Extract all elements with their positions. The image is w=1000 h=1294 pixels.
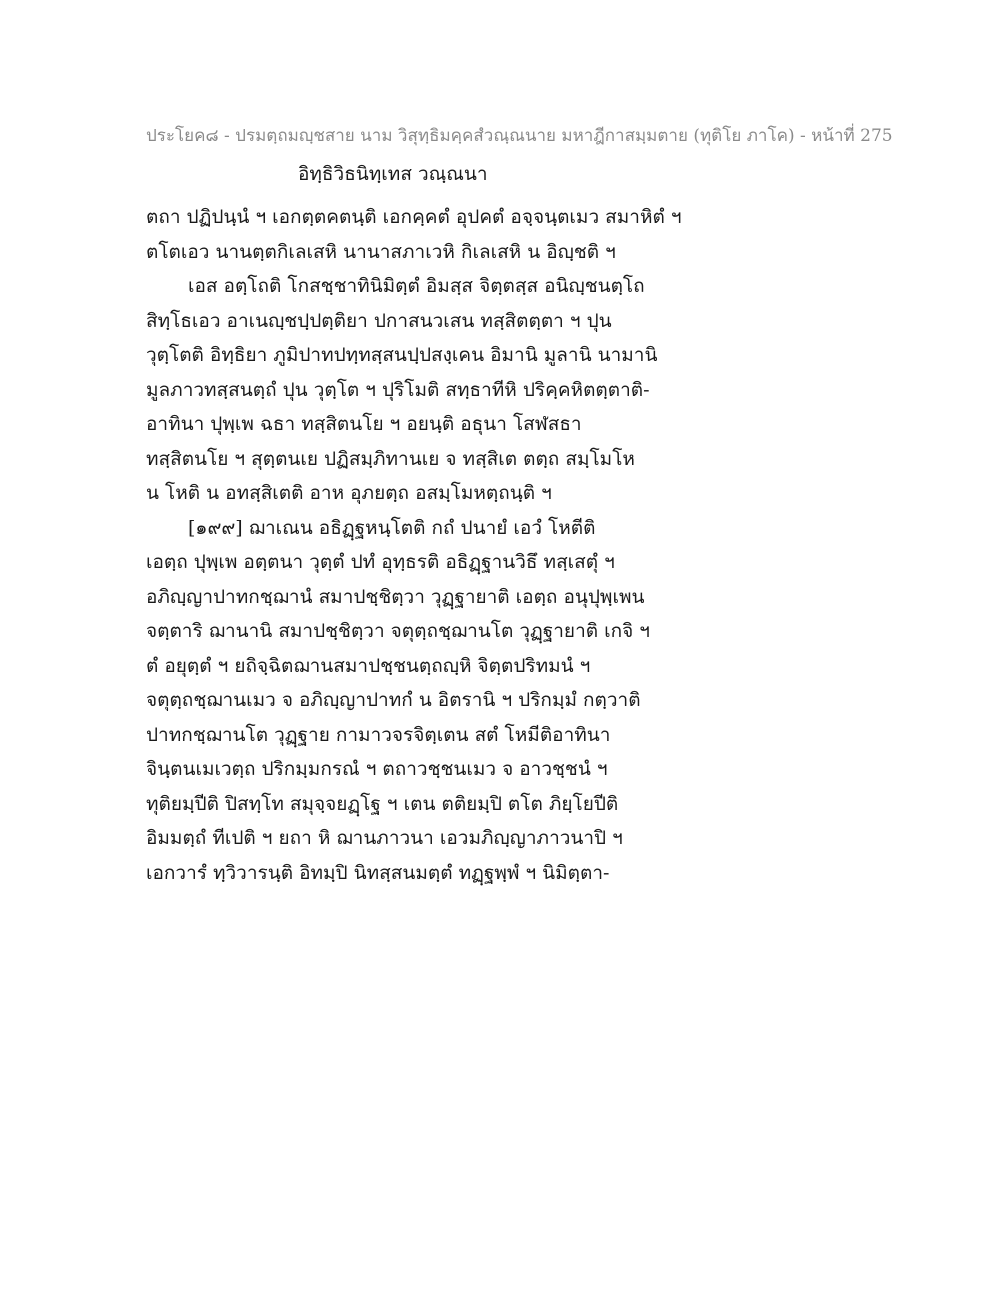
text-line: สิทฺโธเอว อาเนญฺชปฺปตฺติยา ปกาสนวเสน ทสฺสิตตฺตา ฯ ปุน	[146, 309, 612, 332]
text-line: มูลภาวทสฺสนตฺถํ ปุน วุตฺโต ฯ ปุริโมติ สทฺธาทีหิ ปริคฺคหิตตฺตาติ-	[146, 378, 650, 401]
section-title: อิทฺธิวิธนิทฺเทส วณฺณนา	[298, 163, 488, 185]
text-line: ตถา ปฏิปนฺนํ ฯ เอกตฺตคตนฺติ เอกคฺคตํ อุปคตํ อจฺจนฺตเมว สมาหิตํ ฯ	[146, 206, 682, 228]
body-text	[146, 200, 706, 890]
text-line: เอกวารํ ทฺวิวารนฺติ อิทมฺปิ นิทสฺสนมตฺตํ ทฏฺฐพฺพํ ฯ นิมิตฺตา-	[146, 861, 610, 884]
text-line: น โหติ น อทสฺสิเตติ อาห อุภยตฺถ อสมฺโมหตฺถนฺติ ฯ	[146, 482, 552, 504]
text-line: [๑๙๙] ฌาเณน อธิฏฺฐหนฺโตติ กถํ ปนายํ เอวํ โหตีติ	[188, 516, 596, 539]
text-line: จตุตฺถชฺฌานเมว จ อภิญฺญาปาทกํ น อิตรานิ ฯ ปริกมฺมํ กตฺวาติ	[146, 689, 641, 711]
text-line: วุตฺโตติ อิทฺธิยา ภูมิปาทปทฺทสฺสนปฺปสงฺเคน อิมานิ มูลานิ นามานิ	[146, 344, 658, 366]
running-header: ประโยค๘ - ปรมตฺถมญฺชสาย นาม วิสุทฺธิมคฺคสํวณฺณนาย มหาฎีกาสมฺมตาย (ทุติโย ภาโค) - หน้าที่ 275	[146, 126, 893, 146]
text-line: ทสฺสิตนโย ฯ สุตฺตนเย ปฏิสมฺภิทานเย จ ทสฺสิเต ตตฺถ สมฺโมโห	[146, 447, 635, 470]
text-line: อิมมตฺถํ ทีเปติ ฯ ยถา หิ ฌานภาวนา เอวมภิญฺญาภาวนาปิ ฯ	[146, 827, 623, 849]
text-line: อาทินา ปุพฺเพ ฉธา ทสฺสิตนโย ฯ อยนฺติ อธุนา โสฬสธา	[146, 413, 582, 435]
text-line: ทุติยมฺปีติ ปิสทฺโท สมุจฺจยฏฺโฐ ฯ เตน ตติยมฺปิ ตโต ภิยฺโยปีติ	[146, 792, 619, 815]
text-line: จินฺตนเมเวตฺถ ปริกมฺมกรณํ ฯ ตถาวชฺชนเมว จ อาวชฺชนํ ฯ	[146, 758, 608, 780]
text-line: อภิญฺญาปาทกชฺฌานํ สมาปชฺชิตฺวา วุฏฺฐายาติ เอตฺถ อนุปุพฺเพน	[146, 585, 645, 608]
text-line: เอตฺถ ปุพฺเพ อตฺตนา วุตฺตํ ปทํ อุทฺธรติ อธิฏฺฐานวิธึ ทสฺเสตุํ ฯ	[146, 551, 615, 573]
text-line: จตฺตาริ ฌานานิ สมาปชฺชิตฺวา จตุตฺถชฺฌานโต วุฏฺฐายาติ เกจิ ฯ	[146, 620, 650, 642]
text-line: เอส อตฺโถติ โกสชฺชาทินิมิตฺตํ อิมสฺส จิตฺตสฺส อนิญฺชนตฺโถ	[188, 275, 645, 297]
text-line: ตํ อยุตฺตํ ฯ ยถิจฺฉิตฌานสมาปชฺชนตฺถญฺหิ จิตฺตปริทมนํ ฯ	[146, 654, 591, 677]
text-line: ปาทกชฺฌานโต วุฏฺฐาย กามาวจรจิตฺเตน สตํ โหมีติอาทินา	[146, 723, 611, 746]
text-line: ตโตเอว นานตฺตกิเลเสหิ นานาสภาเวหิ กิเลเสหิ น อิญฺชติ ฯ	[146, 240, 616, 263]
